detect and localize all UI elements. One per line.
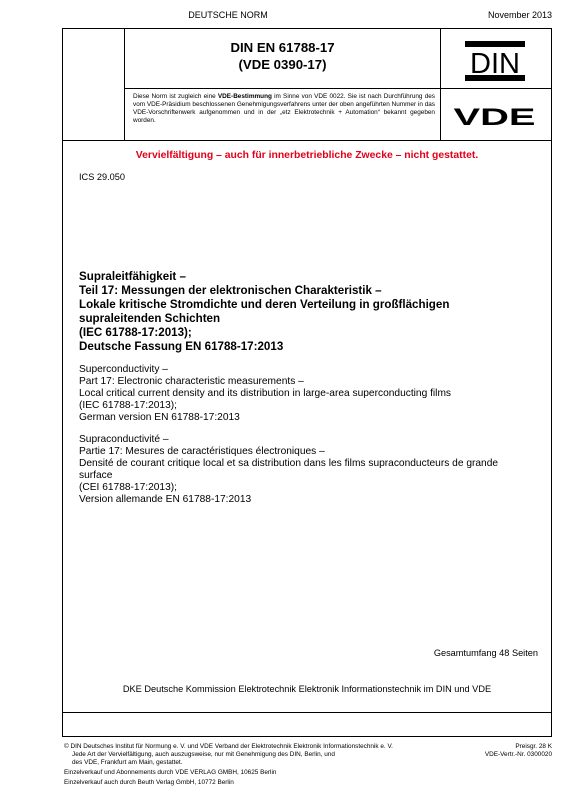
vde-notice-bold: VDE-Bestimmung: [217, 93, 272, 100]
copyright-line: Jede Art der Vervielfältigung, auch auszugsweise, nur mit Genehmigung des DIN, Berlin, und: [72, 751, 335, 758]
title-en-line: Local critical current density and its distribution in large-area superconducting films: [79, 388, 452, 399]
title-de-line: Teil 17: Messungen der elektronischen Charakteristik –: [79, 284, 382, 297]
header-mid-rule: [124, 88, 552, 89]
copy-warning: Vervielfältigung – auch für innerbetriebliche Zwecke – nicht gestattet.: [135, 150, 479, 161]
title-en-line: Part 17: Electronic characteristic measurements –: [79, 376, 304, 387]
vde-number: (VDE 0390-17): [238, 57, 327, 72]
title-fr-line: Densité de courant critique local et sa distribution dans les films supraconducteurs de grande: [79, 458, 499, 469]
frame-top: [62, 28, 552, 29]
price-group: Preisgr. 28 K: [515, 743, 552, 750]
title-german: [79, 270, 539, 354]
vde-logo-text: VDE: [453, 104, 536, 129]
title-de-line: Lokale kritische Stromdichte und deren Verteilung in großflächigen: [79, 298, 450, 311]
title-de-line: Deutsche Fassung EN 61788-17:2013: [79, 340, 284, 353]
frame-bottom: [62, 736, 552, 737]
title-en-line: German version EN 61788-17:2013: [79, 412, 240, 423]
dke-rule: [62, 712, 552, 713]
copyright-notice: [64, 743, 434, 767]
title-fr-line: Version allemande EN 61788-17:2013: [79, 494, 252, 505]
header-right-divider: [440, 28, 441, 140]
frame-right: [551, 28, 552, 736]
title-fr-line: Partie 17: Mesures de caractéristiques électroniques –: [79, 446, 325, 457]
title-fr-line: surface: [79, 470, 113, 481]
title-en-line: (IEC 61788-17:2013);: [79, 400, 177, 411]
copyright-line: des VDE, Frankfurt am Main, gestattet.: [72, 759, 183, 766]
vde-order-number: VDE-Vertr.-Nr. 0300020: [484, 751, 552, 758]
title-de-line: supraleitenden Schichten: [79, 312, 221, 325]
standard-number: DIN EN 61788-17: [230, 40, 335, 55]
total-pages: Gesamtumfang 48 Seiten: [433, 648, 538, 658]
title-fr-line: (CEI 61788-17:2013);: [79, 482, 177, 493]
vde-notice: [133, 93, 435, 125]
title-french: [79, 434, 544, 506]
dke-statement: DKE Deutsche Kommission Elektrotechnik Elektronik Informationstechnik im DIN und VDE: [122, 684, 492, 694]
frame-left: [62, 28, 63, 736]
din-logo-text: DIN: [470, 48, 520, 80]
sales-line: Einzelverkauf auch durch Beuth Verlag GmbH, 10772 Berlin: [64, 779, 234, 786]
title-de-line: Supraleitfähigkeit –: [79, 270, 186, 283]
price-info: [440, 743, 552, 759]
ics-code: ICS 29.050: [79, 172, 125, 182]
vde-logo: [452, 103, 537, 129]
vde-notice-rest: im Sinne von VDE 0022. Sie ist nach Durchführung des vom VDE-Präsidium beschlossenen Genehmigungsverfahrens unter der oben angeführten Nummer in das VDE-Vorschriftenwerk aufgenommen und in der „etz Elektrotechnik + Automation“ bekannt gegeben worden.: [133, 93, 435, 124]
norm-type: DEUTSCHE NORM: [188, 10, 268, 20]
title-en-line: Superconductivity –: [79, 364, 168, 375]
header-bottom-rule: [62, 140, 552, 141]
din-logo: [464, 40, 526, 82]
sales-line: Einzelverkauf und Abonnements durch VDE VERLAG GMBH, 10625 Berlin: [64, 769, 277, 776]
sales-info: [64, 768, 464, 788]
vde-notice-prefix: Diese Norm ist zugleich eine: [133, 93, 218, 100]
title-english: [79, 364, 544, 424]
issue-date: November 2013: [487, 10, 552, 20]
title-fr-line: Supraconductivité –: [79, 434, 169, 445]
copyright-line: © DIN Deutsches Institut für Normung e. V. und VDE Verband der Elektrotechnik Elektronik Informationstechnik e. V.: [64, 743, 393, 750]
title-de-line: (IEC 61788-17:2013);: [79, 326, 192, 339]
